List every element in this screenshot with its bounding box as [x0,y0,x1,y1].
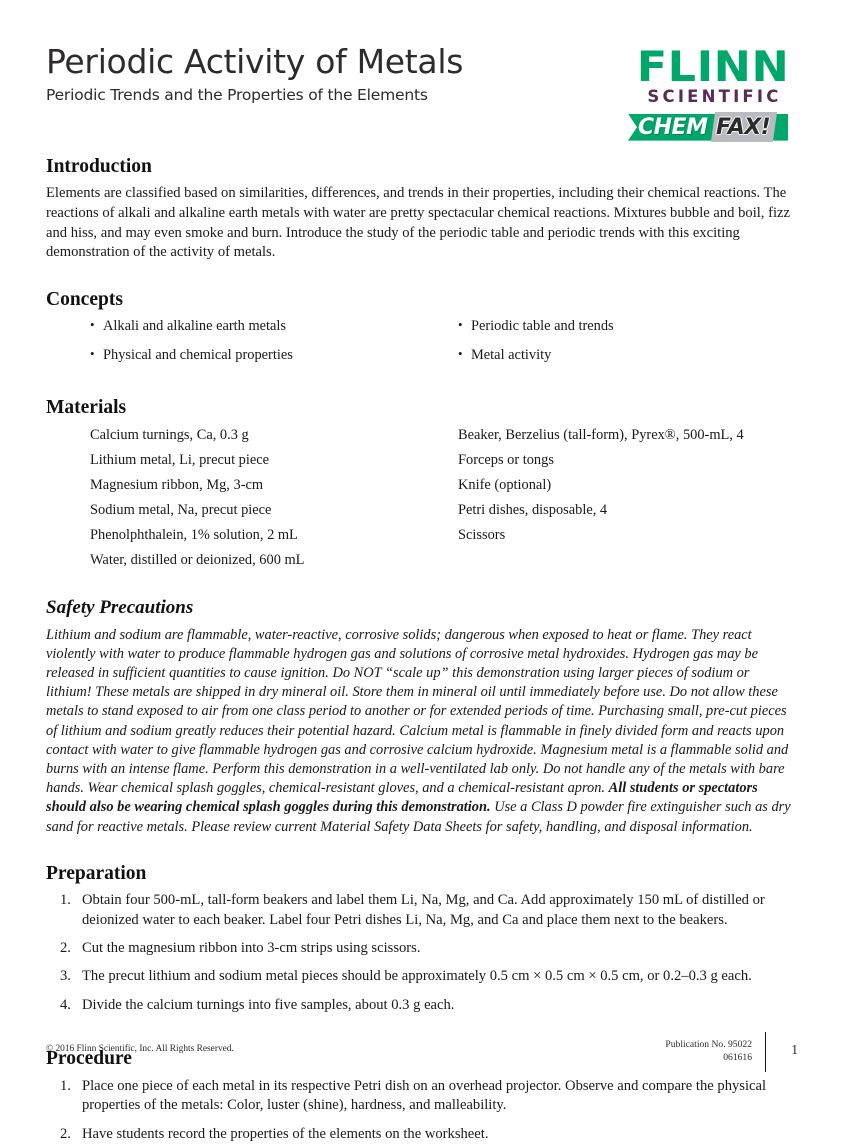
materials-columns [46,426,798,576]
footer-divider [765,1032,766,1072]
page-subtitle: Periodic Trends and the Properties of the Elements [46,85,428,104]
banner-fax-text: FAX! [716,114,771,140]
page-title: Periodic Activity of Metals [46,42,464,81]
introduction-body: Elements are classified based on similarities, differences, and trends in their properties, including their chemical reactions. The reactions of alkali and alkaline earth metals with water are pretty spectacular chemical reactions. Mixtures bubble and boil, fizz and hiss, and may even smoke and burn. Introduce the study of the periodic table and periodic trends with this exciting demonstration of the activity of metals. [46,185,790,261]
list-item: Knife (optional) [458,476,552,493]
safety-body [46,626,798,837]
footer-publication [665,1038,752,1064]
list-item: Place one piece of each metal in its respective Petri dish on an overhead projector. Observe and compare the physical properties of the metals: Color, luster (shine), hardness, and malleability. [82,1077,767,1114]
list-item: Calcium turnings, Ca, 0.3 g [90,426,249,443]
list-item: Phenolphthalein, 1% solution, 2 mL [90,526,298,543]
list-item: Cut the magnesium ribbon into 3-cm strips using scissors. [82,940,421,957]
list-item: Divide the calcium turnings into five samples, about 0.3 g each. [82,996,455,1013]
list-item: The precut lithium and sodium metal pieces should be approximately 0.5 cm × 0.5 cm × 0.5 cm, or 0.2–0.3 g each. [82,968,752,985]
banner-chem-text: CHEM [638,114,708,140]
procedure-heading: Procedure [46,1048,132,1070]
title-block [46,44,606,104]
list-item: Water, distilled or deionized, 600 mL [90,551,305,568]
flinn-scientific-logo [628,42,798,154]
spacer [46,375,798,397]
list-item: Beaker, Berzelius (tall-form), Pyrex®, 500-mL, 4 [458,426,744,443]
safety-heading: Safety Precautions [46,596,194,618]
safety-body-emphasis: All students or spectators should also be wearing chemical splash goggles during this demonstration. [46,780,758,816]
concepts-column-right [444,317,798,375]
materials-column-right [444,426,798,576]
list-item: Obtain four 500-mL, tall-form beakers and label them Li, Na, Mg, and Ca. Add approximately 150 mL of distilled or deionized water to each beaker. Label four Petri dishes Li, Na, Mg, and Ca and place them next to the beakers. [82,892,765,928]
spacer [46,576,798,598]
footer-publication-number: Publication No. 95022 [665,1039,752,1050]
logo-brand-sub-text: SCIENTIFIC [647,87,782,107]
materials-column-left [90,426,444,576]
list-item: • Alkali and alkaline earth metals [90,317,444,335]
list-item: Magnesium ribbon, Mg, 3-cm [90,476,264,493]
concepts-columns [46,317,798,375]
footer-copyright: © 2016 Flinn Scientific, Inc. All Rights Reserved. [46,1044,234,1054]
procedure-steps [46,1077,798,1144]
section-materials [46,397,798,575]
page-footer [46,1032,804,1076]
introduction-heading: Introduction [46,156,152,177]
safety-body-part1: Lithium and sodium are flammable, water-reactive, corrosive solids; dangerous when exposed to heat or flame. They react violently with water to produce flammable hydrogen gas and solutions of corrosive metal hydroxides. Hydrogen gas may be released in sufficient quantities to cause ignition. Do NOT “scale up” this demonstration using larger pieces of sodium or lithium! These metals are shipped in dry mineral oil. Store them in mineral oil until immediately before use. Do not allow these metals to stand exposed to air from one class period to another or for extended periods of time. Purchasing small, pre-cut pieces of lithium and sodium greatly reduces their potential hazard. Calcium metal is flammable in finely divided form and reacts upon contact with water to give flammable hydrogen gas and corrosive calcium hydroxide. Magnesium metal is a flammable solid and burns with an intense flame. Perform this demonstration in a well-ventilated lab only. Do not handle any of the metals with bare hands. Wear chemical splash goggles, chemical-resistant gloves, and a chemical-resistant apron. [46,626,789,797]
list-item: Sodium metal, Na, precut piece [90,501,272,518]
concepts-column-left [90,317,444,375]
section-concepts [46,289,798,375]
preparation-heading: Preparation [46,862,147,884]
list-item: Lithium metal, Li, precut piece [90,451,270,468]
concepts-heading: Concepts [46,288,123,310]
list-item: • Periodic table and trends [458,317,798,335]
list-item: • Metal activity [458,346,798,364]
list-item: Scissors [458,526,506,543]
list-item: • Physical and chemical properties [90,346,444,364]
preparation-steps [46,891,798,1015]
section-safety-precautions [46,598,798,837]
list-item: Have students record the properties of the elements on the worksheet. [82,1125,489,1142]
list-item: Forceps or tongs [458,451,554,468]
chemfax-banner [628,111,798,145]
section-preparation [46,863,798,1015]
materials-heading: Materials [46,397,127,419]
footer-publication-date: 061616 [723,1052,752,1063]
page-header [46,44,798,156]
footer-page-number: 1 [791,1042,798,1057]
logo-brand-text: FLINN [636,42,790,91]
section-introduction [46,156,798,263]
spacer [46,263,798,289]
list-item: Petri dishes, disposable, 4 [458,501,608,518]
spacer [46,837,798,863]
safety-body-part2: Use a Class D powder fire extinguisher such as dry sand for reactive metals. Please review current Material Safety Data Sheets for safety, handling, and disposal information. [46,799,791,835]
